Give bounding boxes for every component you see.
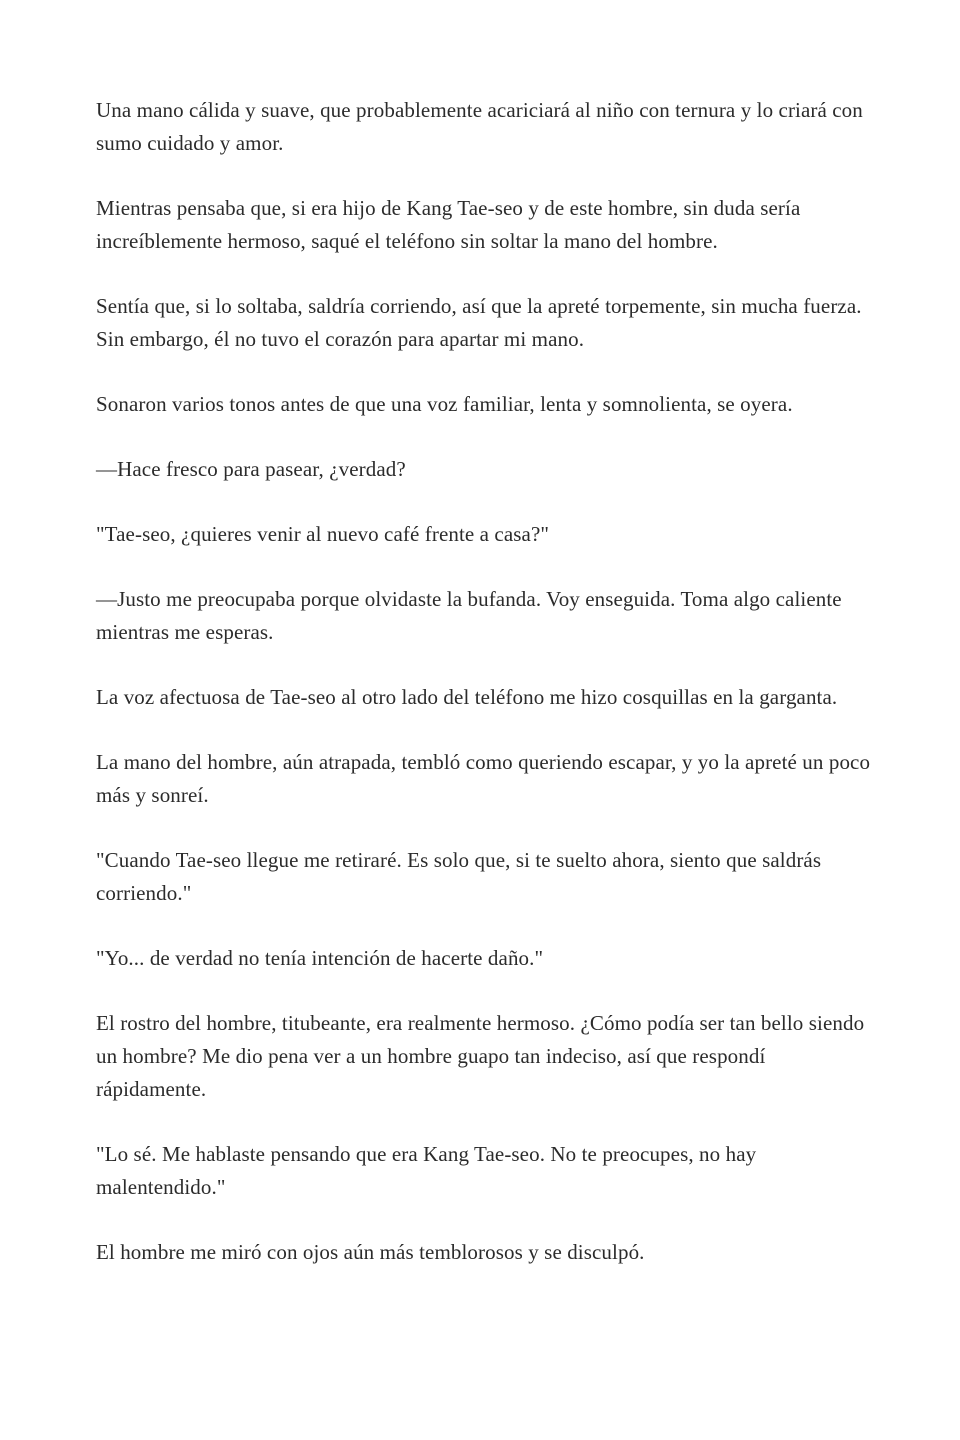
paragraph: "Lo sé. Me hablaste pensando que era Kang Tae-seo. No te preocupes, no hay malentendido." (96, 1142, 757, 1199)
paragraph: Sentía que, si lo soltaba, saldría corriendo, así que la apreté torpemente, sin mucha fuerza. Sin embargo, él no tuvo el corazón para apartar mi mano. (96, 294, 862, 351)
paragraph: Una mano cálida y suave, que probablemente acariciará al niño con ternura y lo criará con sumo cuidado y amor. (96, 98, 863, 155)
paragraph: —Hace fresco para pasear, ¿verdad? (96, 457, 406, 481)
paragraph: "Yo... de verdad no tenía intención de hacerte daño." (96, 946, 544, 970)
paragraph: Mientras pensaba que, si era hijo de Kang Tae-seo y de este hombre, sin duda sería increíblemente hermoso, saqué el teléfono sin soltar la mano del hombre. (96, 196, 801, 253)
paragraph: "Cuando Tae-seo llegue me retiraré. Es solo que, si te suelto ahora, siento que saldrás corriendo." (96, 848, 822, 905)
paragraph: La voz afectuosa de Tae-seo al otro lado del teléfono me hizo cosquillas en la garganta. (96, 685, 838, 709)
paragraph: La mano del hombre, aún atrapada, tembló como queriendo escapar, y yo la apreté un poco más y sonreí. (96, 750, 871, 807)
paragraph: El rostro del hombre, titubeante, era realmente hermoso. ¿Cómo podía ser tan bello siendo un hombre? Me dio pena ver a un hombre guapo tan indeciso, así que respondí rápidamente. (96, 1011, 865, 1101)
paragraph: El hombre me miró con ojos aún más temblorosos y se disculpó. (96, 1240, 645, 1264)
paragraph: "Tae-seo, ¿quieres venir al nuevo café frente a casa?" (96, 522, 550, 546)
document-body (96, 94, 872, 1301)
paragraph: Sonaron varios tonos antes de que una voz familiar, lenta y somnolienta, se oyera. (96, 392, 793, 416)
paragraph: —Justo me preocupaba porque olvidaste la bufanda. Voy enseguida. Toma algo caliente mientras me esperas. (96, 587, 842, 644)
